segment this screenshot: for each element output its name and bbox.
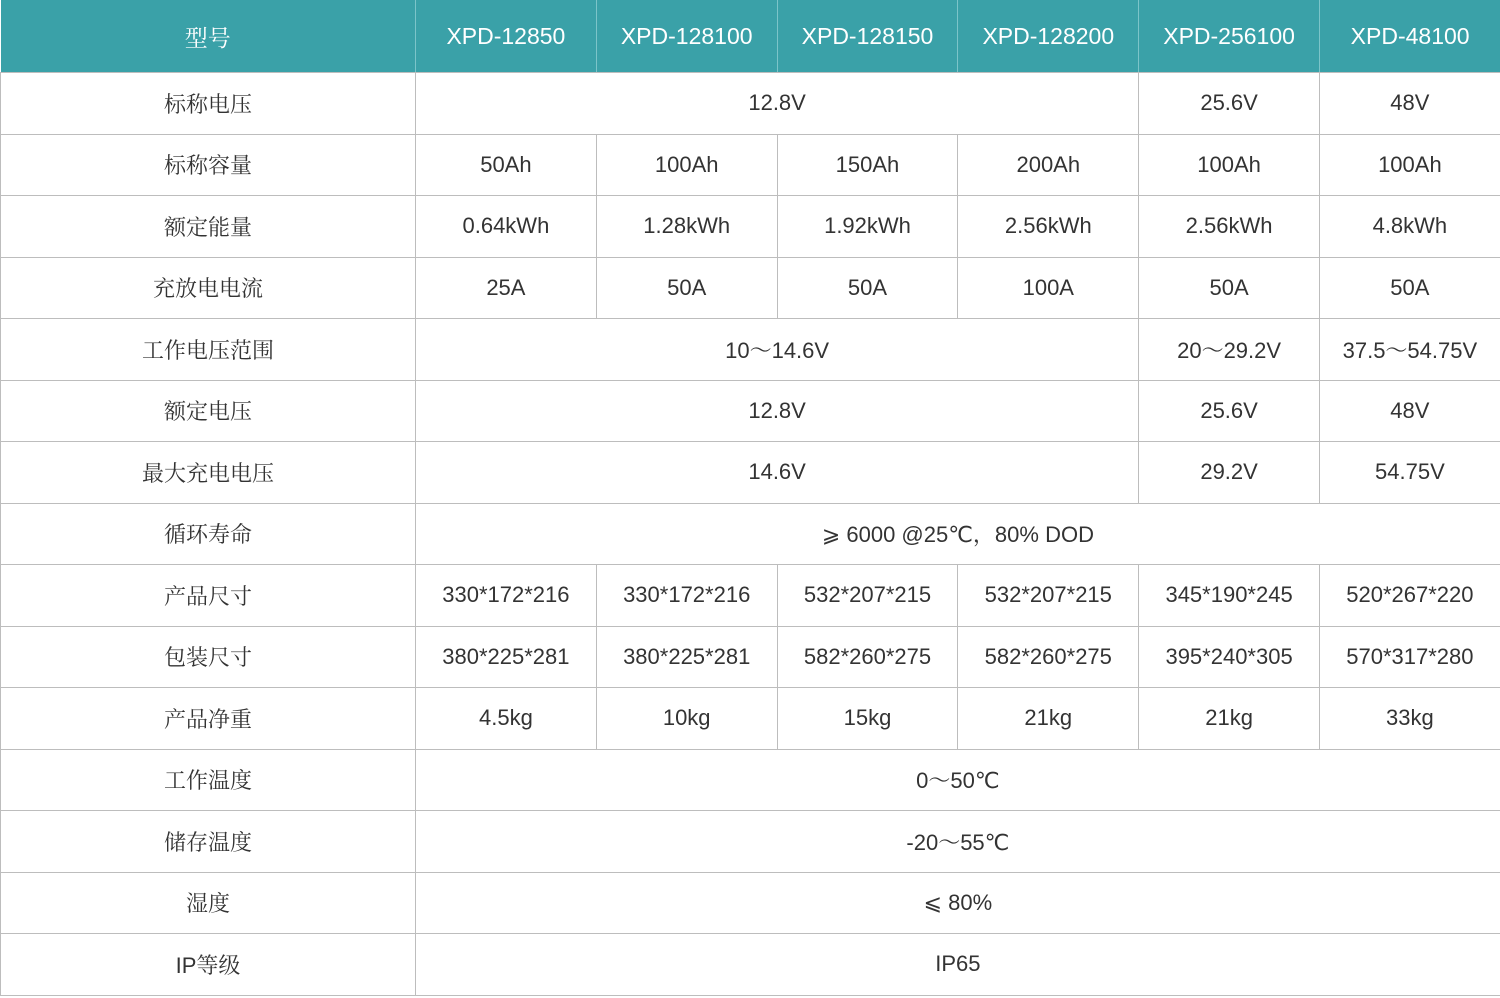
table-row: [1, 134, 1500, 196]
table-row: [1, 319, 1500, 381]
table-row: [1, 565, 1500, 627]
row-label: 湿度: [1, 872, 416, 934]
row-label: 最大充电电压: [1, 442, 416, 504]
table-cell: 50A: [596, 257, 777, 319]
table-row: [1, 626, 1500, 688]
table-cell: 330*172*216: [596, 565, 777, 627]
table-cell: 29.2V: [1139, 442, 1320, 504]
table-cell: 4.5kg: [416, 688, 597, 750]
table-cell: 37.5～54.75V: [1319, 319, 1500, 381]
table-cell: 380*225*281: [416, 626, 597, 688]
table-cell: 582*260*275: [958, 626, 1139, 688]
header-cell-model-name: XPD-128200: [958, 0, 1139, 73]
table-cell: -20～55℃: [416, 811, 1500, 873]
row-label: 产品净重: [1, 688, 416, 750]
table-cell: 2.56kWh: [1139, 196, 1320, 258]
table-cell: 50A: [777, 257, 958, 319]
row-label: 标称容量: [1, 134, 416, 196]
table-row: [1, 934, 1500, 996]
table-cell: 520*267*220: [1319, 565, 1500, 627]
table-cell: 100A: [958, 257, 1139, 319]
table-cell: 25.6V: [1139, 380, 1320, 442]
table-cell: 0.64kWh: [416, 196, 597, 258]
header-cell-model: 型号: [1, 0, 416, 73]
table-cell: 4.8kWh: [1319, 196, 1500, 258]
table-cell: 380*225*281: [596, 626, 777, 688]
header-cell-model-name: XPD-12850: [416, 0, 597, 73]
row-label: 产品尺寸: [1, 565, 416, 627]
table-cell: 100Ah: [1319, 134, 1500, 196]
table-cell: 532*207*215: [777, 565, 958, 627]
table-cell: 2.56kWh: [958, 196, 1139, 258]
row-label: 包装尺寸: [1, 626, 416, 688]
table-cell: 395*240*305: [1139, 626, 1320, 688]
table-row: [1, 196, 1500, 258]
table-cell: 50A: [1319, 257, 1500, 319]
table-cell: 532*207*215: [958, 565, 1139, 627]
table-cell: 21kg: [958, 688, 1139, 750]
table-cell: 345*190*245: [1139, 565, 1320, 627]
table-cell: 54.75V: [1319, 442, 1500, 504]
header-cell-model-name: XPD-128100: [596, 0, 777, 73]
header-cell-model-name: XPD-256100: [1139, 0, 1320, 73]
header-row: [1, 0, 1500, 73]
table-cell: 25.6V: [1139, 73, 1320, 135]
table-cell: 10kg: [596, 688, 777, 750]
spec-table-header: [1, 0, 1500, 73]
table-row: [1, 257, 1500, 319]
table-cell: 14.6V: [416, 442, 1139, 504]
row-label: 工作温度: [1, 749, 416, 811]
table-row: [1, 872, 1500, 934]
table-cell: 12.8V: [416, 73, 1139, 135]
table-cell: 33kg: [1319, 688, 1500, 750]
table-cell: 100Ah: [1139, 134, 1320, 196]
row-label: 循环寿命: [1, 503, 416, 565]
table-cell: 10～14.6V: [416, 319, 1139, 381]
table-cell: 1.28kWh: [596, 196, 777, 258]
table-row: [1, 73, 1500, 135]
table-cell: 15kg: [777, 688, 958, 750]
table-row: [1, 749, 1500, 811]
table-cell: 0～50℃: [416, 749, 1500, 811]
row-label: 充放电电流: [1, 257, 416, 319]
row-label: IP等级: [1, 934, 416, 996]
table-cell: 48V: [1319, 380, 1500, 442]
row-label: 额定电压: [1, 380, 416, 442]
table-cell: 582*260*275: [777, 626, 958, 688]
row-label: 工作电压范围: [1, 319, 416, 381]
table-row: [1, 503, 1500, 565]
table-cell: 100Ah: [596, 134, 777, 196]
table-cell: 1.92kWh: [777, 196, 958, 258]
table-row: [1, 380, 1500, 442]
header-cell-model-name: XPD-128150: [777, 0, 958, 73]
table-cell: 48V: [1319, 73, 1500, 135]
table-cell: IP65: [416, 934, 1500, 996]
table-cell: 570*317*280: [1319, 626, 1500, 688]
row-label: 额定能量: [1, 196, 416, 258]
table-cell: 50Ah: [416, 134, 597, 196]
table-cell: ⩽ 80%: [416, 872, 1500, 934]
table-row: [1, 811, 1500, 873]
table-row: [1, 688, 1500, 750]
table-cell: 25A: [416, 257, 597, 319]
row-label: 储存温度: [1, 811, 416, 873]
table-cell: 150Ah: [777, 134, 958, 196]
header-cell-model-name: XPD-48100: [1319, 0, 1500, 73]
row-label: 标称电压: [1, 73, 416, 135]
table-cell: 20～29.2V: [1139, 319, 1320, 381]
table-cell: 330*172*216: [416, 565, 597, 627]
table-cell: 12.8V: [416, 380, 1139, 442]
table-cell: 200Ah: [958, 134, 1139, 196]
spec-table-body: [1, 73, 1500, 996]
table-row: [1, 442, 1500, 504]
table-cell: ⩾ 6000 @25℃，80% DOD: [416, 503, 1500, 565]
table-cell: 21kg: [1139, 688, 1320, 750]
table-cell: 50A: [1139, 257, 1320, 319]
